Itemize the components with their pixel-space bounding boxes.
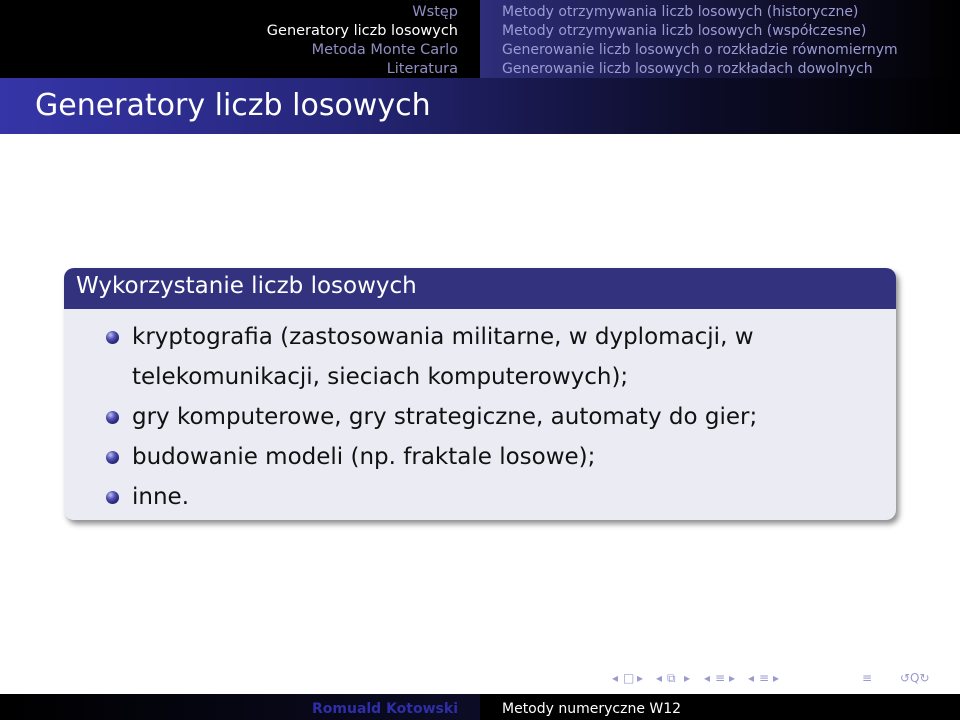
bullet-ball-icon — [106, 331, 119, 344]
frame-next-icon[interactable]: ▸ — [684, 671, 691, 685]
frame-title: Generatory liczb losowych — [35, 88, 431, 123]
nav-subsection-dowolne[interactable]: Generowanie liczb losowych o rozkładach dowolnych — [502, 61, 873, 77]
list-item-text: kryptografia (zastosowania militarne, w dyplomacji, w — [132, 324, 754, 350]
nav-section-literatura[interactable]: Literatura — [386, 61, 458, 77]
bullet-ball-icon — [106, 491, 119, 504]
nav-subsection-historyczne[interactable]: Metody otrzymywania liczb losowych (historyczne) — [502, 4, 859, 20]
subsection-icon[interactable]: ≡ — [715, 671, 726, 685]
bullet-list — [64, 309, 896, 517]
footline — [0, 694, 960, 720]
nav-subsection-wspolczesne[interactable]: Metody otrzymywania liczb losowych (współczesne) — [502, 23, 867, 39]
bullet-ball-icon — [106, 451, 119, 464]
block-title-bar — [64, 268, 896, 309]
align-icon[interactable]: ≡ — [862, 671, 873, 685]
slide-icon[interactable]: □ — [623, 671, 635, 685]
subsection-prev-icon[interactable]: ◂ — [704, 671, 711, 685]
footer-author: Romuald Kotowski — [311, 701, 458, 717]
nav-section-monte-carlo[interactable]: Metoda Monte Carlo — [311, 42, 458, 58]
block-title: Wykorzystanie liczb losowych — [76, 273, 417, 299]
frame-icon[interactable]: ⧉ — [667, 671, 676, 685]
section-navigation — [0, 0, 480, 78]
slide-prev-icon[interactable]: ◂ — [612, 671, 619, 685]
list-item-text: budowanie modeli (np. fraktale losowe); — [132, 444, 596, 470]
frame-title-bar — [0, 78, 960, 134]
nav-section-generatory[interactable]: Generatory liczb losowych — [266, 23, 458, 39]
list-item-text-continued: telekomunikacji, sieciach komputerowych); — [132, 364, 629, 390]
nav-section-wstep[interactable]: Wstęp — [412, 4, 458, 20]
slide-next-icon[interactable]: ▸ — [637, 671, 644, 685]
list-item — [100, 437, 896, 477]
section-prev-icon[interactable]: ◂ — [748, 671, 755, 685]
footer-title: Metody numeryczne W12 — [502, 701, 682, 717]
headline-bar — [0, 0, 960, 78]
navigation-symbols — [612, 671, 952, 689]
frame-prev-icon[interactable]: ◂ — [656, 671, 663, 685]
list-item — [100, 397, 896, 437]
search-icon[interactable]: ↺Q↻ — [900, 671, 930, 685]
section-icon[interactable]: ≡ — [759, 671, 770, 685]
list-item-text: gry komputerowe, gry strategiczne, automaty do gier; — [132, 404, 758, 430]
subsection-navigation — [480, 0, 960, 78]
bullet-ball-icon — [106, 411, 119, 424]
section-next-icon[interactable]: ▸ — [773, 671, 780, 685]
list-item-text: inne. — [132, 484, 190, 510]
nav-subsection-rownomierny[interactable]: Generowanie liczb losowych o rozkładzie równomiernym — [502, 42, 898, 58]
list-item — [100, 477, 896, 517]
list-item — [100, 317, 896, 397]
subsection-next-icon[interactable]: ▸ — [729, 671, 736, 685]
content-block — [64, 268, 896, 520]
